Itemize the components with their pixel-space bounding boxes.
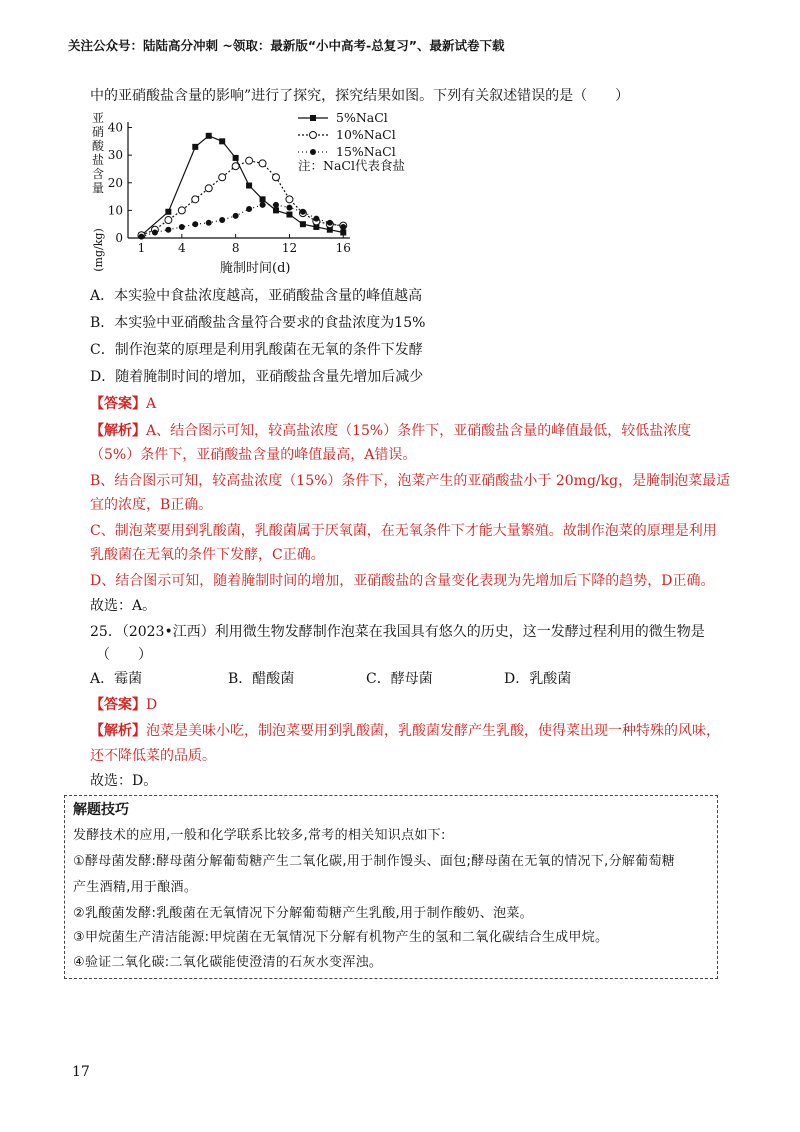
q25-conclusion: 故选：D。	[90, 773, 158, 789]
x-tick-label: 16	[335, 241, 351, 255]
data-point	[300, 221, 306, 227]
y-tick-label: 20	[107, 175, 123, 190]
q25-option-c: C．酵母菌	[366, 671, 433, 687]
data-point	[273, 174, 280, 181]
x-axis-label: 腌制时间(d)	[220, 261, 291, 276]
x-tick-label: 4	[177, 241, 186, 255]
q24-option-b: B．本实验中亚硝酸盐含量符合要求的食盐浓度为15%	[90, 315, 426, 331]
tips-line: ④验证二氧化碳:二氧化碳能使澄清的石灰水变浑浊。	[73, 955, 383, 970]
tips-line: ③甲烷菌生产清洁能源:甲烷菌在无氧情况下分解有机物产生的氢和二氧化碳结合生成甲烷。	[73, 930, 609, 945]
q25-answer	[90, 695, 157, 715]
answer-label: 【答案】	[90, 396, 146, 412]
q24-conclusion: 故选：A。	[90, 598, 157, 614]
q24-analysis-line: 乳酸菌在无氧的条件下发酵，C正确。	[90, 547, 325, 563]
data-point	[246, 206, 252, 212]
q24-analysis-line: D、结合图示可知，随着腌制时间的增加，亚硝酸盐的含量变化表现为先增加后下降的趋势，D正确。	[90, 573, 715, 589]
y-axis-label-char: 亚	[91, 111, 105, 125]
legend-marker	[310, 149, 316, 155]
legend-label: 10%NaCl	[336, 127, 396, 142]
data-point	[206, 133, 212, 139]
data-point	[340, 224, 346, 230]
page-header: 关注公众号：陆陆高分冲刺 ~领取：最新版“小中高考-总复习”、最新试卷下载	[68, 38, 505, 53]
question-24-stem: 中的亚硝酸盐含量的影响”进行了探究，探究结果如图。下列有关叙述错误的是（ ）	[90, 88, 630, 104]
x-tick-label: 1	[137, 241, 146, 255]
q25-analysis-line: 【解析】泡菜是美味小吃，制泡菜要用到乳酸菌，乳酸菌发酵产生乳酸，使得菜出现一种特殊的风味，	[90, 723, 720, 739]
y-tick-label: 0	[115, 231, 123, 245]
question-25-stem-cont: （ ）	[96, 647, 152, 663]
legend-marker	[310, 115, 316, 121]
data-point	[313, 216, 319, 222]
data-point	[286, 196, 293, 203]
data-point	[232, 163, 239, 170]
data-point	[192, 144, 198, 150]
data-point	[165, 227, 171, 233]
q24-analysis-line: 【解析】A、结合图示可知，较高盐浓度（15%）条件下，亚硝酸盐含量的峰值最低，较低盐浓度	[90, 423, 692, 439]
page-number: 17	[72, 1064, 90, 1080]
data-point	[192, 196, 199, 203]
answer-value: A	[146, 396, 157, 412]
q25-analysis-line: 还不降低菜的品质。	[90, 748, 216, 764]
data-point	[165, 209, 171, 215]
q24-analysis-line: B、结合图示可知，较高盐浓度（15%）条件下，泡菜产生的亚硝酸盐小于 20mg/kg，是腌制泡菜最适	[90, 473, 731, 489]
answer-value: D	[146, 697, 158, 713]
chart-note: 注：NaCl代表食盐	[298, 158, 405, 173]
y-axis-unit: (mg/kg)	[92, 228, 105, 272]
q24-analysis-line: C、制泡菜要用到乳酸菌，乳酸菌属于厌氧菌，在无氧条件下才能大量繁殖。故制作泡菜的原理是利用	[90, 523, 717, 539]
data-point	[152, 229, 158, 235]
q25-option-d: D．乳酸菌	[504, 671, 572, 687]
legend-label: 15%NaCl	[336, 144, 396, 159]
y-axis-label-char: 酸	[91, 139, 105, 153]
y-tick-label: 30	[107, 148, 123, 163]
q24-analysis-line: （5%）条件下，亚硝酸盐含量的峰值最高，A错误。	[90, 447, 417, 463]
tips-line: ①酵母菌发酵:酵母菌分解葡萄糖产生二氧化碳,用于制作馒头、面包;酵母菌在无氧的情况下,分解葡萄糖	[73, 854, 676, 869]
data-point	[286, 205, 292, 211]
y-axis-label-char: 硝	[91, 125, 105, 139]
y-axis-label-char: 含	[91, 167, 105, 181]
x-tick-label: 8	[231, 241, 240, 255]
y-tick-label: 10	[107, 203, 123, 218]
tips-box	[64, 795, 718, 979]
data-point	[260, 202, 266, 208]
y-axis-label-char: 量	[91, 181, 105, 195]
data-point	[178, 207, 185, 214]
tips-line: 发酵技术的应用,一般和化学联系比较多,常考的相关知识点如下:	[73, 828, 446, 843]
data-point	[340, 229, 346, 235]
nitrite-chart	[88, 110, 438, 285]
tips-line: ②乳酸菌发酵:乳酸菌在无氧情况下分解葡萄糖产生乳酸,用于制作酸奶、泡菜。	[73, 906, 533, 921]
data-point	[259, 160, 266, 167]
legend-label: 5%NaCl	[336, 110, 388, 125]
q24-option-a: A．本实验中食盐浓度越高，亚硝酸盐含量的峰值越高	[90, 288, 423, 304]
q24-answer	[90, 394, 156, 414]
data-point	[286, 212, 292, 218]
analysis-label: 【解析】	[90, 423, 146, 439]
data-point	[273, 207, 279, 213]
data-point	[233, 213, 239, 219]
data-point	[205, 185, 212, 192]
q24-option-d: D．随着腌制时间的增加，亚硝酸盐含量先增加后减少	[90, 369, 424, 385]
data-point	[273, 202, 279, 208]
q25-option-a: A．霉菌	[90, 671, 143, 687]
data-point	[219, 138, 225, 144]
data-point	[179, 224, 185, 230]
data-point	[246, 157, 253, 164]
tips-line: 产生酒精,用于酿酒。	[73, 880, 198, 895]
y-axis-label-char: 盐	[91, 153, 105, 167]
data-point	[219, 217, 225, 223]
q25-option-b: B．醋酸菌	[228, 671, 295, 687]
x-tick-label: 12	[281, 241, 298, 255]
data-point	[206, 220, 212, 226]
y-axis-label	[92, 111, 105, 195]
answer-label: 【答案】	[90, 697, 146, 713]
q24-option-c: C．制作泡菜的原理是利用乳酸菌在无氧的条件下发酵	[90, 342, 423, 358]
tips-title: 解题技巧	[73, 802, 129, 818]
question-25-stem: 25．（2023•江西）利用微生物发酵制作泡菜在我国具有悠久的历史，这一发酵过程利用的微生物是	[90, 624, 705, 640]
y-tick-label: 40	[107, 120, 123, 135]
data-point	[233, 155, 239, 161]
q24-analysis-line: 宜的浓度，B正确。	[90, 497, 213, 513]
data-point	[260, 196, 266, 202]
data-point	[138, 234, 144, 240]
data-point	[192, 221, 198, 227]
legend-marker	[310, 132, 317, 139]
data-point	[219, 174, 226, 181]
data-point	[327, 220, 333, 226]
data-point	[300, 209, 306, 215]
data-point	[165, 217, 172, 224]
analysis-label: 【解析】	[90, 723, 146, 739]
data-point	[246, 183, 252, 189]
